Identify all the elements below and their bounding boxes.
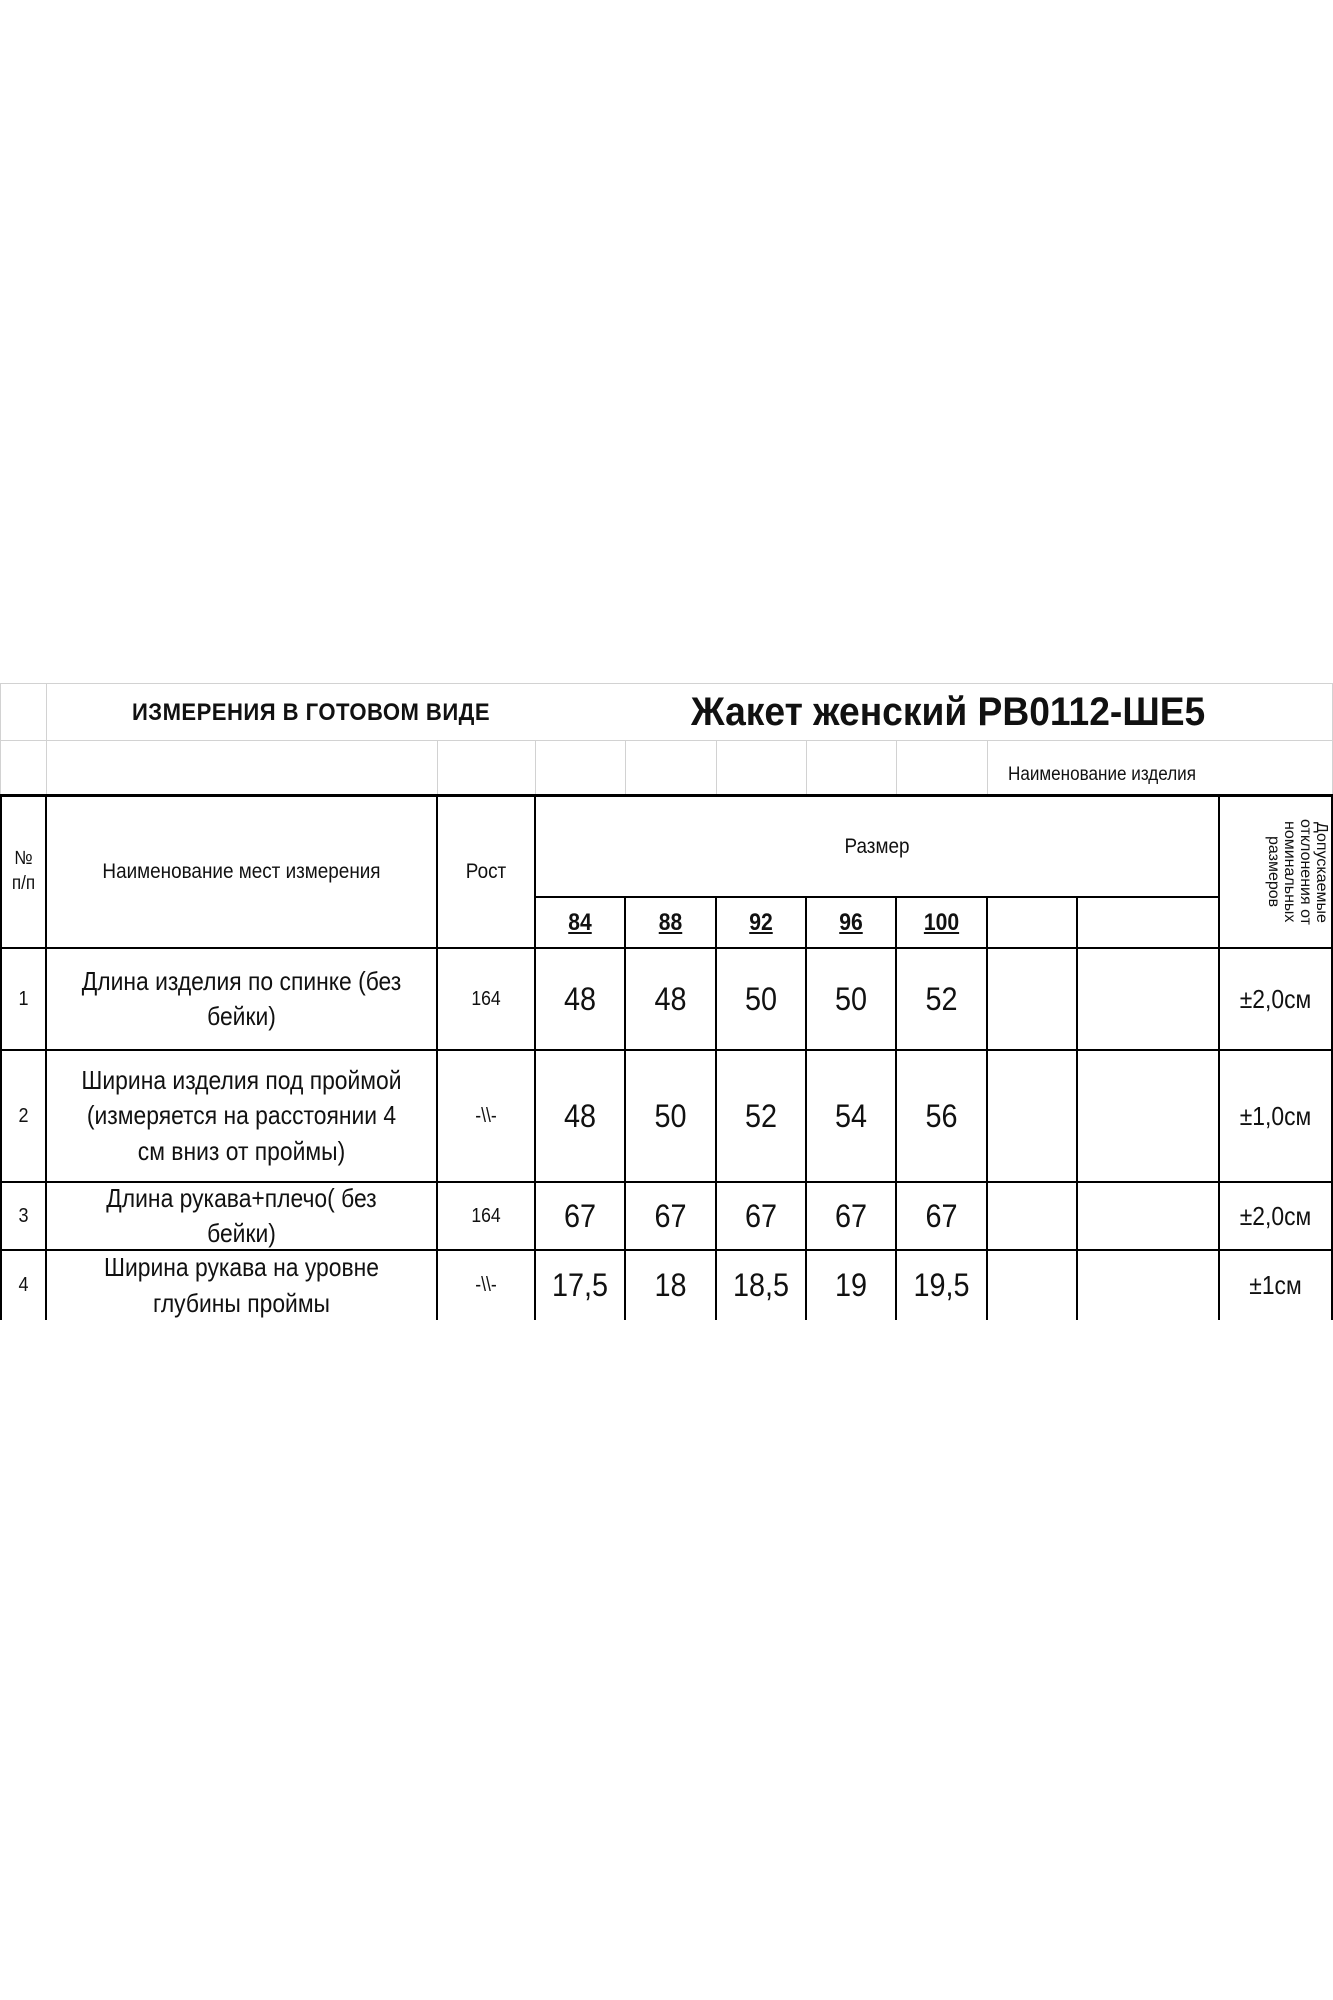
size-value: 18,5 <box>732 1267 790 1303</box>
measurement-name: Ширина рукава на уровне глубины проймы <box>104 1252 379 1318</box>
size-value: 52 <box>925 980 958 1017</box>
table-border <box>45 795 47 1320</box>
tolerance-value: ±2,0см <box>1239 983 1312 1014</box>
size-value: 48 <box>654 980 687 1017</box>
grid-line <box>987 740 988 795</box>
table-border <box>1218 795 1220 1320</box>
grid-line <box>896 740 897 795</box>
document-title: ИЗМЕРЕНИЯ В ГОТОВОМ ВИДЕ <box>131 699 491 726</box>
height-value: -\\- <box>475 1104 497 1127</box>
measurement-name: Ширина изделия под проймой (измеряется на расстоянии 4 см вниз от проймы) <box>81 1065 402 1166</box>
grid-line <box>535 740 536 795</box>
grid-line <box>0 740 1333 741</box>
row-number: 4 <box>18 1274 29 1296</box>
table-border <box>715 896 717 1320</box>
grid-line <box>716 740 717 795</box>
column-header-measure: Наименование мест измерения <box>102 860 381 884</box>
size-chart-sheet <box>0 683 1333 1320</box>
size-value: 50 <box>834 980 868 1017</box>
grid-line <box>0 683 1 795</box>
size-value: 50 <box>744 980 778 1017</box>
row-number: 1 <box>18 987 29 1010</box>
grid-line <box>46 683 47 795</box>
size-value: 67 <box>834 1197 868 1234</box>
size-value: 54 <box>834 1097 868 1134</box>
size-header-88: 88 <box>658 908 683 936</box>
size-value: 19,5 <box>913 1267 970 1303</box>
product-caption: Наименование изделия <box>1007 764 1197 785</box>
size-value: 19 <box>834 1267 868 1303</box>
row-number: 2 <box>18 1104 29 1127</box>
height-value: 164 <box>471 987 501 1010</box>
row-number: 3 <box>18 1204 29 1227</box>
column-header-tolerance: Допускаемые отклонения от номинальных размеров <box>1265 819 1330 925</box>
tolerance-value: ±2,0см <box>1239 1200 1312 1231</box>
table-border <box>986 896 988 1320</box>
grid-line <box>437 740 438 795</box>
size-value: 18 <box>654 1267 687 1303</box>
table-border <box>534 795 536 1320</box>
measurement-name: Длина изделия по спинке (без бейки) <box>81 965 402 1031</box>
size-value: 67 <box>654 1197 687 1234</box>
table-border <box>805 896 807 1320</box>
size-value: 48 <box>563 1097 597 1134</box>
size-header-96: 96 <box>839 908 863 936</box>
size-header-92: 92 <box>749 908 773 936</box>
tolerance-value: ±1см <box>1249 1270 1302 1300</box>
size-value: 67 <box>925 1197 958 1234</box>
table-border <box>624 896 626 1320</box>
height-value: -\\- <box>475 1274 497 1296</box>
size-value: 67 <box>744 1197 778 1234</box>
table-border <box>895 896 897 1320</box>
grid-line <box>625 740 626 795</box>
product-title: Жакет женский РВ0112-ШЕ5 <box>691 689 1206 734</box>
table-border <box>0 795 2 1320</box>
size-header-100: 100 <box>923 908 960 936</box>
table-border <box>436 795 438 1320</box>
measurement-name: Длина рукава+плечо( без бейки) <box>106 1182 377 1248</box>
grid-line <box>806 740 807 795</box>
column-header-size: Размер <box>844 834 910 858</box>
column-header-height: Рост <box>465 860 507 884</box>
size-header-84: 84 <box>568 908 592 936</box>
size-value: 67 <box>563 1197 597 1234</box>
table-border <box>1076 896 1078 1320</box>
grid-line <box>0 683 1333 684</box>
size-value: 17,5 <box>551 1267 609 1303</box>
column-header-number: № п/п <box>11 848 36 894</box>
tolerance-value: ±1,0см <box>1239 1100 1312 1131</box>
size-value: 50 <box>654 1097 687 1134</box>
size-value: 56 <box>925 1097 958 1134</box>
height-value: 164 <box>471 1204 501 1227</box>
size-value: 52 <box>744 1097 778 1134</box>
size-value: 48 <box>563 980 597 1017</box>
